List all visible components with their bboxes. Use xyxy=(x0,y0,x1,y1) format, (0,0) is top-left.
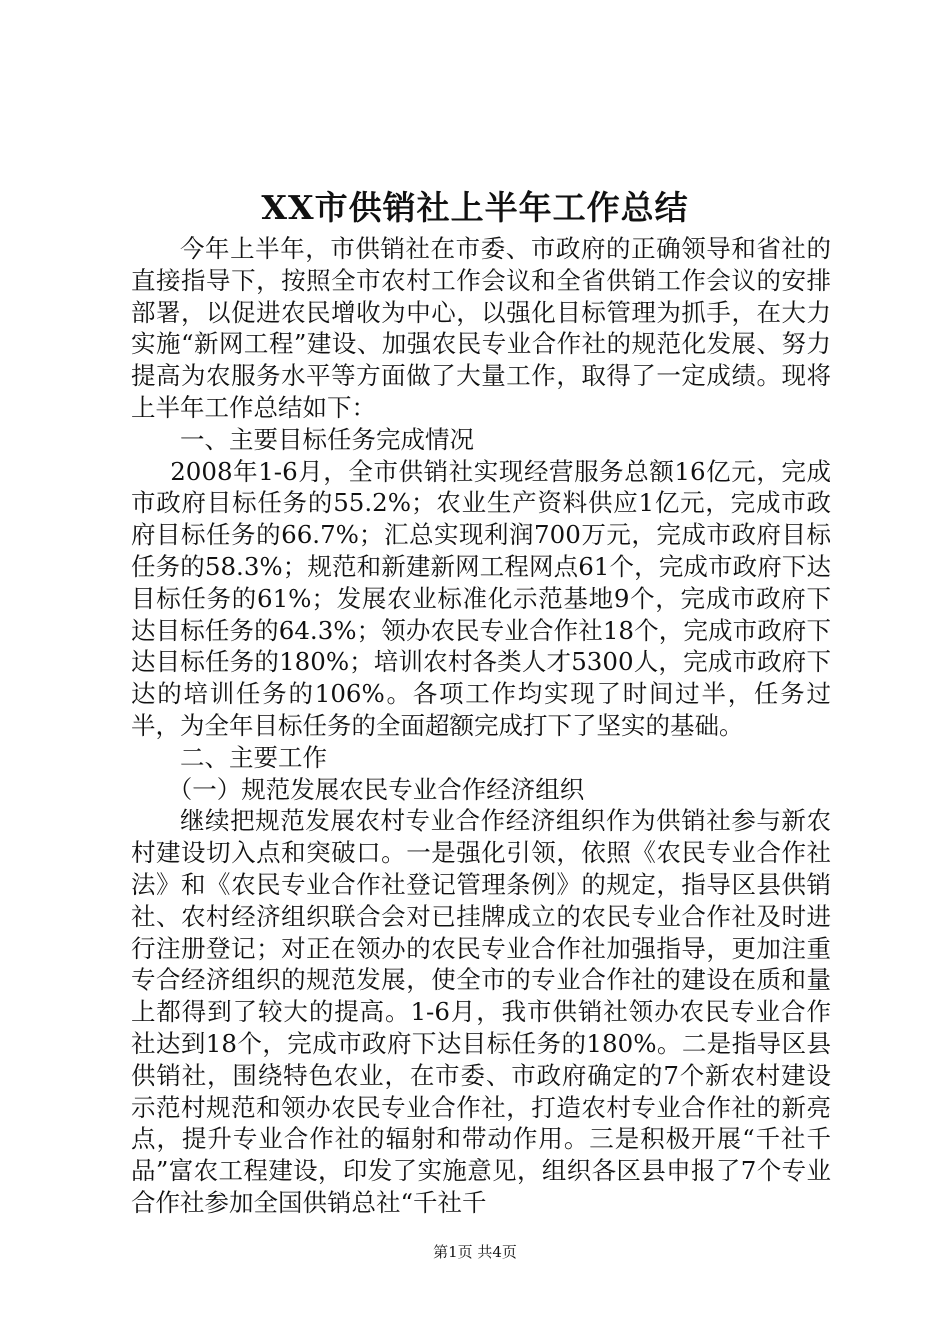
document-body xyxy=(131,233,831,1219)
targets-paragraph: 2008年1-6月，全市供销社实现经营服务总额16亿元，完成市政府目标任务的55.2%；农业生产资料供应1亿元，完成市政府目标任务的66.7%；汇总实现利润700万元，完成市政府目标任务的58.3%；规范和新建新网工程网点61个，完成市政府下达目标任务的61%；发展农业标准化示范基地9个，完成市政府下达目标任务的64.3%；领办农民专业合作社18个，完成市政府下达目标任务的180%；培训农村各类人才5300人，完成市政府下达的培训任务的106%。各项工作均实现了时间过半，任务过半，为全年目标任务的全面超额完成打下了坚实的基础。 xyxy=(131,456,831,740)
subsection-heading-cooperatives: （一）规范发展农民专业合作经济组织 xyxy=(167,774,585,804)
section-heading-targets: 一、主要目标任务完成情况 xyxy=(180,424,474,454)
page-number-footer: 第1页 共4页 xyxy=(433,1243,517,1261)
cooperatives-paragraph: 继续把规范发展农村专业合作经济组织作为供销社参与新农村建设切入点和突破口。一是强化引领，依照《农民专业合作社法》和《农民专业合作社登记管理条例》的规定，指导区县供销社、农村经济组织联合会对已挂牌成立的农民专业合作社及时进行注册登记；对正在领办的农民专业合作社加强指导，更加注重专合经济组织的规范发展，使全市的专业合作社的建设在质和量上都得到了较大的提高。1-6月，我市供销社领办农民专业合作社达到18个，完成市政府下达目标任务的180%。二是指导区县供销社，围绕特色农业，在市委、市政府确定的7个新农村建设示范村规范和领办农民专业合作社，打造农村专业合作社的新亮点，提升专业合作社的辐射和带动作用。三是积极开展“千社千品”富农工程建设，印发了实施意见，组织各区县申报了7个专业合作社参加全国供销总社“千社千 xyxy=(131,806,831,1217)
document-title: XX市供销社上半年工作总结 xyxy=(261,188,689,227)
section-heading-main-work: 二、主要工作 xyxy=(180,742,327,772)
intro-paragraph: 今年上半年，市供销社在市委、市政府的正确领导和省社的直接指导下，按照全市农村工作会议和全省供销工作会议的安排部署，以促进农民增收为中心，以强化目标管理为抓手，在大力实施“新网工程”建设、加强农民专业合作社的规范化发展、努力提高为农服务水平等方面做了大量工作，取得了一定成绩。现将上半年工作总结如下： xyxy=(131,234,831,422)
